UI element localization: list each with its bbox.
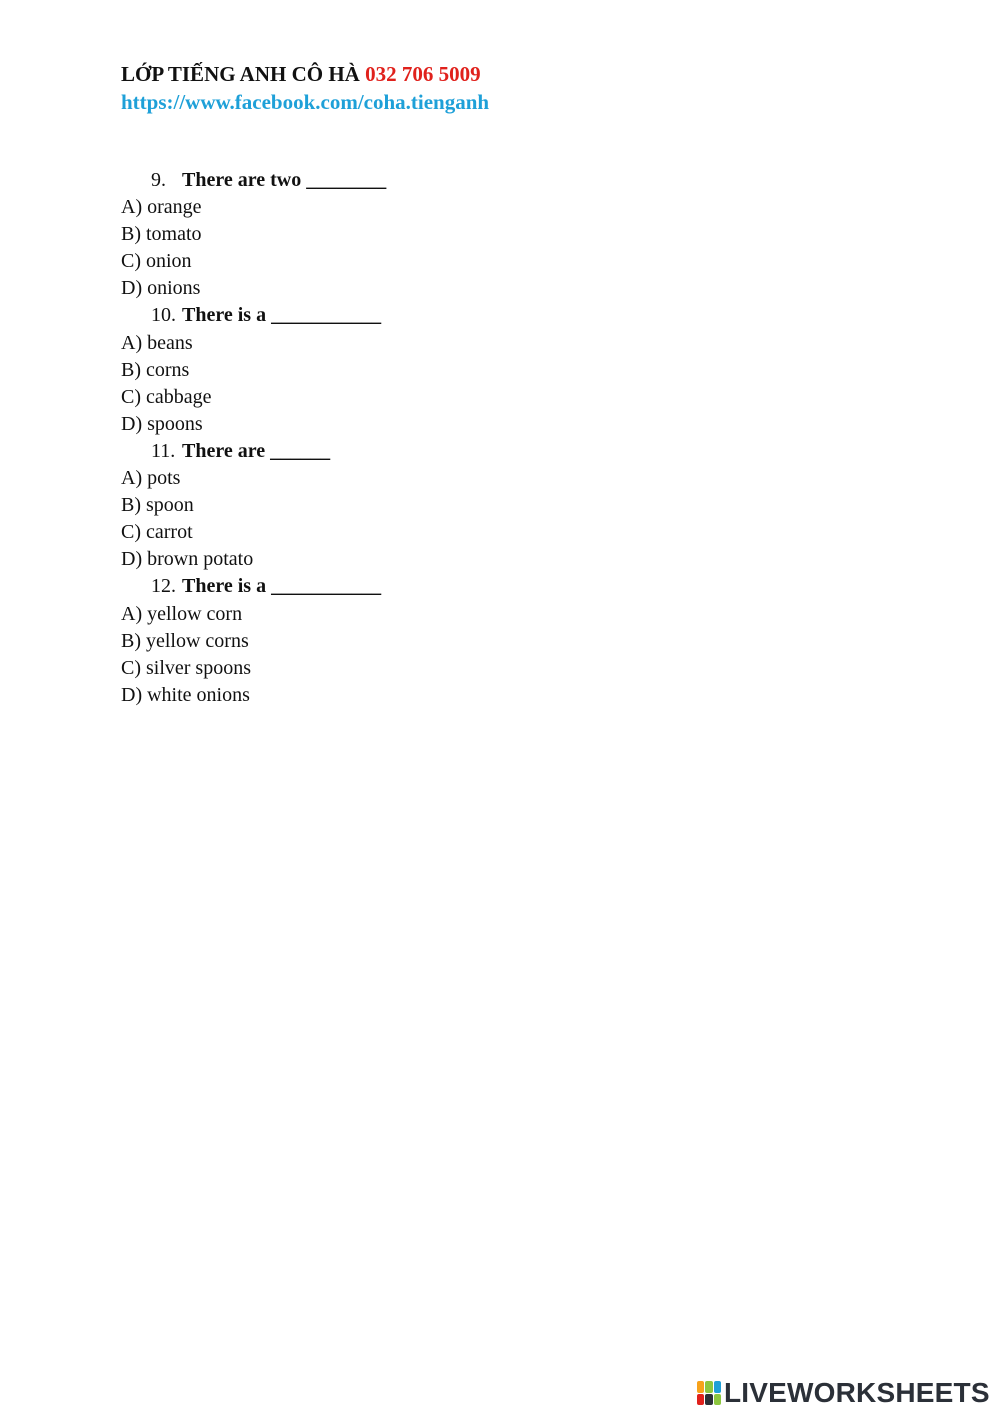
option-d[interactable]: D) brown potato: [121, 548, 254, 571]
quiz-questions: [121, 167, 386, 709]
logo-tile: [714, 1381, 721, 1393]
question-stem: There is a ___________: [182, 304, 382, 327]
option-d[interactable]: D) white onions: [121, 683, 250, 706]
option-d[interactable]: D) onions: [121, 277, 201, 300]
option-a[interactable]: A) beans: [121, 331, 193, 354]
question-stem: There are two ________: [182, 169, 387, 191]
class-title: LỚP TIẾNG ANH CÔ HÀ: [121, 62, 360, 86]
phone-number: 032 706 5009: [365, 62, 481, 86]
logo-tile: [697, 1394, 704, 1406]
option-c[interactable]: C) carrot: [121, 521, 193, 544]
option-a[interactable]: A) pots: [121, 467, 181, 490]
liveworksheets-brand: [697, 1375, 990, 1411]
liveworksheets-logo-icon: [697, 1381, 721, 1405]
option-b[interactable]: B) corns: [121, 358, 190, 381]
option-c[interactable]: C) onion: [121, 250, 192, 273]
option-b[interactable]: B) tomato: [121, 223, 202, 246]
question-stem: There are ______: [182, 439, 331, 462]
question-12: [121, 573, 386, 600]
question-number: 11.: [151, 439, 176, 462]
question-10: [121, 302, 386, 329]
option-d[interactable]: D) spoons: [121, 412, 203, 435]
question-11: [121, 438, 386, 465]
logo-tile: [705, 1381, 712, 1393]
page-header: [121, 60, 489, 116]
question-number: 9.: [151, 169, 166, 191]
question-number: 10.: [151, 304, 176, 327]
logo-tile: [705, 1394, 712, 1406]
option-c[interactable]: C) cabbage: [121, 385, 212, 408]
option-a[interactable]: A) yellow corn: [121, 602, 243, 625]
question-9: [121, 167, 386, 194]
brand-name: LIVEWORKSHEETS: [724, 1377, 990, 1408]
option-c[interactable]: C) silver spoons: [121, 656, 251, 679]
question-number: 12.: [151, 575, 176, 598]
option-b[interactable]: B) spoon: [121, 494, 194, 517]
option-b[interactable]: B) yellow corns: [121, 629, 249, 652]
logo-tile: [714, 1394, 721, 1406]
question-stem: There is a ___________: [182, 575, 382, 598]
facebook-link[interactable]: https://www.facebook.com/coha.tienganh: [121, 90, 490, 114]
option-a[interactable]: A) orange: [121, 196, 202, 219]
logo-tile: [697, 1381, 704, 1393]
